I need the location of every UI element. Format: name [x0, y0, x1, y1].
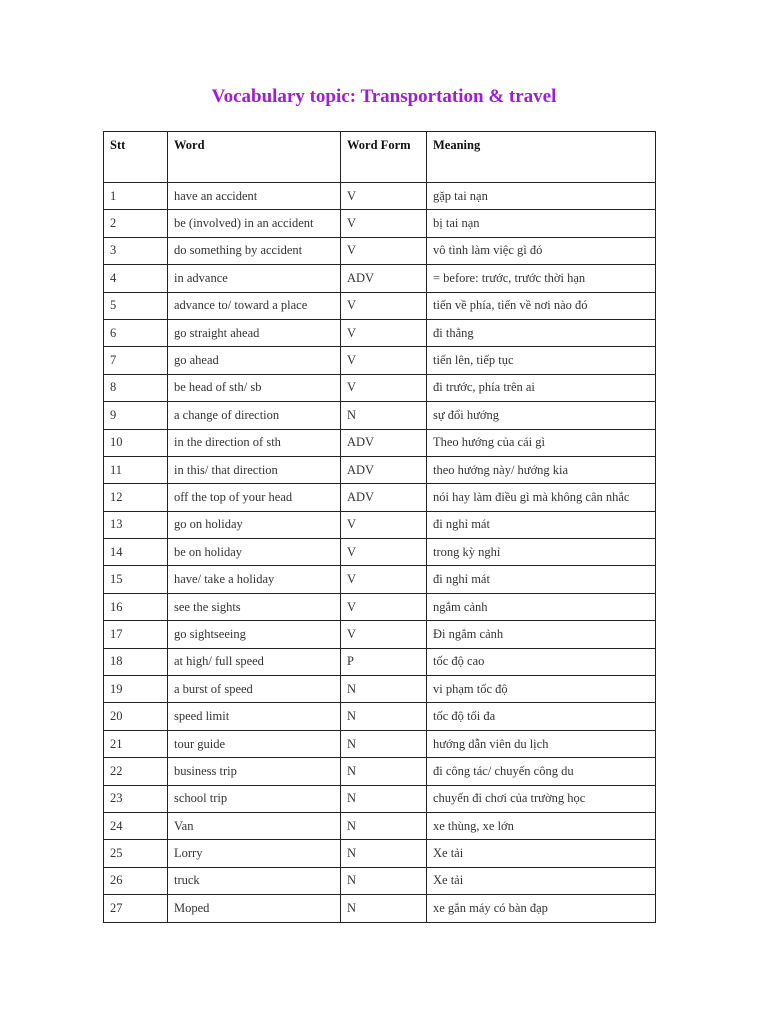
cell-word-form: V [341, 374, 427, 401]
table-row [104, 758, 656, 785]
cell-word-form: V [341, 210, 427, 237]
cell-meaning: tiến về phía, tiến về nơi nào đó [427, 292, 656, 319]
cell-word: in advance [168, 265, 341, 292]
table-row [104, 292, 656, 319]
cell-word: advance to/ toward a place [168, 292, 341, 319]
cell-meaning: Xe tải [427, 840, 656, 867]
cell-stt: 10 [104, 429, 168, 456]
cell-stt: 12 [104, 484, 168, 511]
cell-meaning: vô tình làm việc gì đó [427, 237, 656, 264]
cell-stt: 5 [104, 292, 168, 319]
cell-meaning: nói hay làm điều gì mà không cân nhắc [427, 484, 656, 511]
cell-meaning: chuyến đi chơi của trường học [427, 785, 656, 812]
cell-stt: 13 [104, 511, 168, 538]
cell-word: see the sights [168, 593, 341, 620]
table-body [104, 183, 656, 923]
header-word-form: Word Form [341, 132, 427, 183]
table-row [104, 895, 656, 922]
cell-stt: 20 [104, 703, 168, 730]
cell-word-form: N [341, 730, 427, 757]
cell-word-form: V [341, 347, 427, 374]
table-row [104, 265, 656, 292]
cell-meaning: hướng dẫn viên du lịch [427, 730, 656, 757]
cell-meaning: = before: trước, trước thời hạn [427, 265, 656, 292]
cell-word: be (involved) in an accident [168, 210, 341, 237]
cell-word-form: N [341, 895, 427, 922]
cell-word-form: N [341, 676, 427, 703]
header-word: Word [168, 132, 341, 183]
cell-word-form: ADV [341, 429, 427, 456]
table-row [104, 621, 656, 648]
cell-word-form: N [341, 867, 427, 894]
table-row [104, 566, 656, 593]
table-row [104, 867, 656, 894]
cell-stt: 11 [104, 456, 168, 483]
cell-stt: 1 [104, 183, 168, 210]
cell-stt: 7 [104, 347, 168, 374]
table-row [104, 730, 656, 757]
cell-word: at high/ full speed [168, 648, 341, 675]
cell-meaning: tiến lên, tiếp tục [427, 347, 656, 374]
page-title: Vocabulary topic: Transportation & travel [211, 86, 557, 107]
cell-word-form: V [341, 511, 427, 538]
cell-meaning: ngắm cảnh [427, 593, 656, 620]
cell-word: Van [168, 812, 341, 839]
table-row [104, 785, 656, 812]
cell-word-form: V [341, 539, 427, 566]
cell-word-form: N [341, 758, 427, 785]
cell-meaning: đi nghỉ mát [427, 511, 656, 538]
cell-meaning: Theo hướng của cái gì [427, 429, 656, 456]
cell-stt: 24 [104, 812, 168, 839]
table-row [104, 183, 656, 210]
cell-stt: 3 [104, 237, 168, 264]
cell-stt: 26 [104, 867, 168, 894]
cell-word: in the direction of sth [168, 429, 341, 456]
table-row [104, 319, 656, 346]
cell-word-form: V [341, 237, 427, 264]
table-row [104, 812, 656, 839]
table-row [104, 347, 656, 374]
cell-meaning: Đi ngắm cảnh [427, 621, 656, 648]
cell-word-form: V [341, 621, 427, 648]
cell-word: tour guide [168, 730, 341, 757]
table-row [104, 210, 656, 237]
cell-stt: 16 [104, 593, 168, 620]
table-row [104, 374, 656, 401]
cell-word: a change of direction [168, 402, 341, 429]
cell-stt: 8 [104, 374, 168, 401]
cell-word-form: N [341, 840, 427, 867]
cell-word: go on holiday [168, 511, 341, 538]
cell-meaning: sự đổi hướng [427, 402, 656, 429]
cell-word: off the top of your head [168, 484, 341, 511]
table-row [104, 237, 656, 264]
cell-word: speed limit [168, 703, 341, 730]
cell-word: Lorry [168, 840, 341, 867]
cell-word: do something by accident [168, 237, 341, 264]
cell-word-form: V [341, 593, 427, 620]
cell-meaning: đi thẳng [427, 319, 656, 346]
cell-word-form: N [341, 703, 427, 730]
cell-meaning: bị tai nạn [427, 210, 656, 237]
cell-meaning: tốc độ cao [427, 648, 656, 675]
cell-stt: 14 [104, 539, 168, 566]
cell-word: truck [168, 867, 341, 894]
cell-word-form: N [341, 785, 427, 812]
table-row [104, 511, 656, 538]
cell-word: be on holiday [168, 539, 341, 566]
header-meaning: Meaning [427, 132, 656, 183]
vocabulary-table [103, 131, 656, 923]
cell-word: have an accident [168, 183, 341, 210]
cell-meaning: vi phạm tốc độ [427, 676, 656, 703]
table-row [104, 429, 656, 456]
cell-stt: 25 [104, 840, 168, 867]
cell-meaning: Xe tải [427, 867, 656, 894]
cell-word-form: V [341, 319, 427, 346]
cell-word: school trip [168, 785, 341, 812]
cell-word: business trip [168, 758, 341, 785]
cell-stt: 23 [104, 785, 168, 812]
cell-word-form: N [341, 402, 427, 429]
table-row [104, 676, 656, 703]
cell-word: Moped [168, 895, 341, 922]
cell-word-form: ADV [341, 265, 427, 292]
cell-word-form: P [341, 648, 427, 675]
cell-word-form: ADV [341, 456, 427, 483]
table-row [104, 648, 656, 675]
table-row [104, 703, 656, 730]
cell-word-form: N [341, 812, 427, 839]
cell-meaning: tốc độ tối đa [427, 703, 656, 730]
cell-stt: 2 [104, 210, 168, 237]
cell-meaning: gặp tai nạn [427, 183, 656, 210]
cell-word-form: V [341, 566, 427, 593]
cell-stt: 22 [104, 758, 168, 785]
cell-stt: 17 [104, 621, 168, 648]
table-row [104, 593, 656, 620]
cell-word: go ahead [168, 347, 341, 374]
table-row [104, 484, 656, 511]
cell-meaning: xe gắn máy có bàn đạp [427, 895, 656, 922]
cell-stt: 4 [104, 265, 168, 292]
cell-word: have/ take a holiday [168, 566, 341, 593]
cell-meaning: theo hướng này/ hướng kia [427, 456, 656, 483]
cell-stt: 15 [104, 566, 168, 593]
cell-word: be head of sth/ sb [168, 374, 341, 401]
cell-meaning: đi công tác/ chuyến công du [427, 758, 656, 785]
cell-stt: 27 [104, 895, 168, 922]
cell-meaning: xe thùng, xe lớn [427, 812, 656, 839]
table-row [104, 539, 656, 566]
cell-word: in this/ that direction [168, 456, 341, 483]
table-row [104, 402, 656, 429]
table-row [104, 456, 656, 483]
cell-word-form: ADV [341, 484, 427, 511]
cell-stt: 6 [104, 319, 168, 346]
cell-meaning: đi trước, phía trên ai [427, 374, 656, 401]
header-stt: Stt [104, 132, 168, 183]
table-header-row [104, 132, 656, 183]
cell-meaning: trong kỳ nghỉ [427, 539, 656, 566]
cell-stt: 21 [104, 730, 168, 757]
cell-stt: 18 [104, 648, 168, 675]
table-row [104, 840, 656, 867]
cell-stt: 9 [104, 402, 168, 429]
cell-word: a burst of speed [168, 676, 341, 703]
cell-word-form: V [341, 292, 427, 319]
cell-meaning: đi nghỉ mát [427, 566, 656, 593]
cell-word: go straight ahead [168, 319, 341, 346]
cell-word-form: V [341, 183, 427, 210]
cell-word: go sightseeing [168, 621, 341, 648]
cell-stt: 19 [104, 676, 168, 703]
